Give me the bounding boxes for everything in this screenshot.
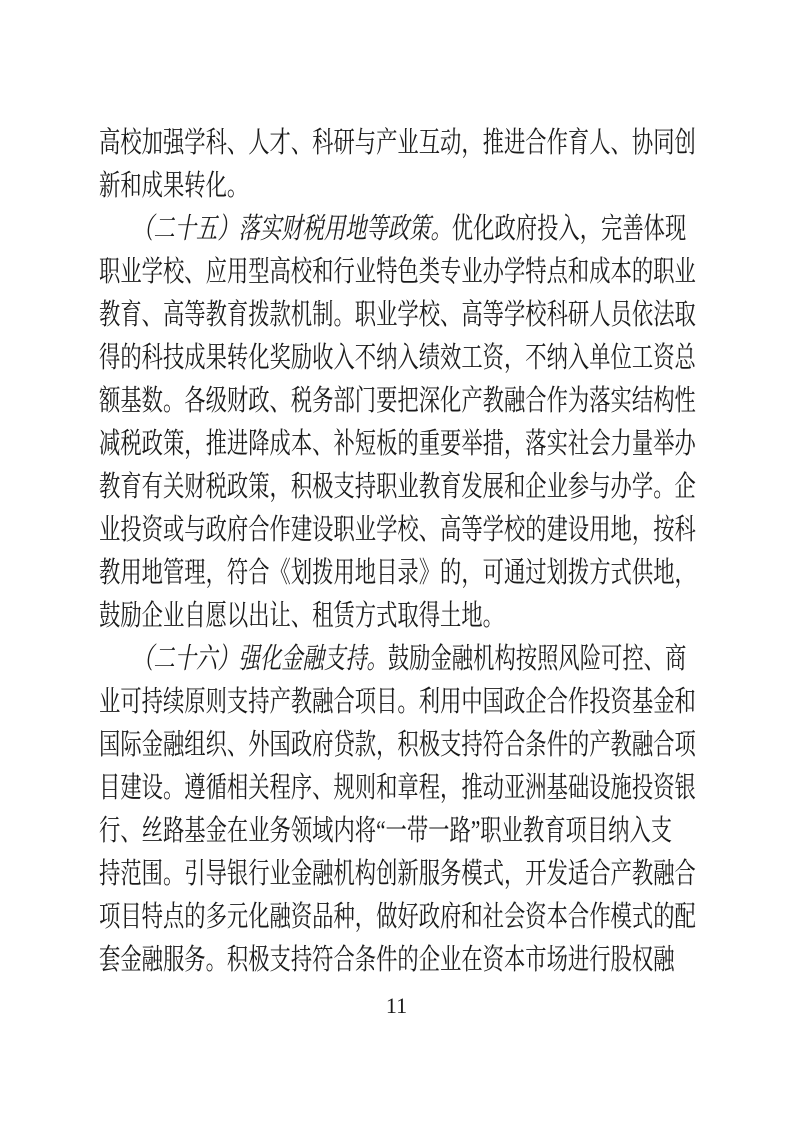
text-line [99, 724, 702, 767]
body-text: 国际金融组织、外国政府贷款，积极支持符合条件的产教融合项 [99, 729, 696, 761]
section-heading: （二十六）强化金融支持。 [132, 643, 388, 675]
document-text-block [99, 122, 702, 982]
body-text: 项目特点的多元化融资品种，做好政府和社会资本合作模式的配 [99, 901, 696, 933]
body-text: 职业学校、应用型高校和行业特色类专业办学特点和成本的职业 [99, 256, 696, 288]
text-line [99, 122, 702, 165]
body-text: 套金融服务。积极支持符合条件的企业在资本市场进行股权融 [99, 944, 675, 976]
text-line [99, 337, 702, 380]
body-text: 教育、高等教育拨款机制。职业学校、高等学校科研人员依法取 [99, 299, 696, 331]
body-text: 教育有关财税政策，积极支持职业教育发展和企业参与办学。企 [99, 471, 696, 503]
text-line [99, 208, 702, 251]
text-line [99, 810, 702, 853]
body-text: 业可持续原则支持产教融合项目。利用中国政企合作投资基金和 [99, 686, 696, 718]
body-text: 目建设。遵循相关程序、规则和章程，推动亚洲基础设施投资银 [99, 772, 696, 804]
text-line [99, 638, 702, 681]
text-line [99, 853, 702, 896]
section-heading: （二十五）落实财税用地等政策。 [132, 213, 452, 245]
body-text: 减税政策，推进降成本、补短板的重要举措，落实社会力量举办 [99, 428, 696, 460]
body-text: 业投资或与政府合作建设职业学校、高等学校的建设用地，按科 [99, 514, 696, 546]
page-number: 11 [385, 993, 408, 1018]
text-line [99, 380, 702, 423]
text-line [99, 294, 702, 337]
body-text: 鼓励企业自愿以出让、租赁方式取得土地。 [99, 600, 504, 632]
text-line [99, 939, 702, 982]
text-line [99, 896, 702, 939]
text-line [99, 423, 702, 466]
text-line [99, 165, 702, 208]
body-text: 额基数。各级财政、税务部门要把深化产教融合作为落实结构性 [99, 385, 696, 417]
text-line [99, 552, 702, 595]
text-line [99, 509, 702, 552]
body-text: 鼓励金融机构按照风险可控、商 [387, 643, 687, 675]
body-text: 得的科技成果转化奖励收入不纳入绩效工资，不纳入单位工资总 [99, 342, 696, 374]
body-text: 优化政府投入，完善体现 [451, 213, 687, 245]
body-text: 持范围。引导银行业金融机构创新服务模式，开发适合产教融合 [99, 858, 696, 890]
body-text: 教用地管理，符合《划拨用地目录》的，可通过划拨方式供地， [99, 557, 696, 589]
text-line [99, 681, 702, 724]
text-line [99, 767, 702, 810]
text-line [99, 466, 702, 509]
body-text: 新和成果转化。 [99, 170, 249, 202]
text-line [99, 251, 702, 294]
text-line [99, 595, 702, 638]
body-text: 行、丝路基金在业务领域内将“一带一路”职业教育项目纳入支 [99, 815, 673, 847]
body-text: 高校加强学科、人才、科研与产业互动，推进合作育人、协同创 [99, 127, 696, 159]
